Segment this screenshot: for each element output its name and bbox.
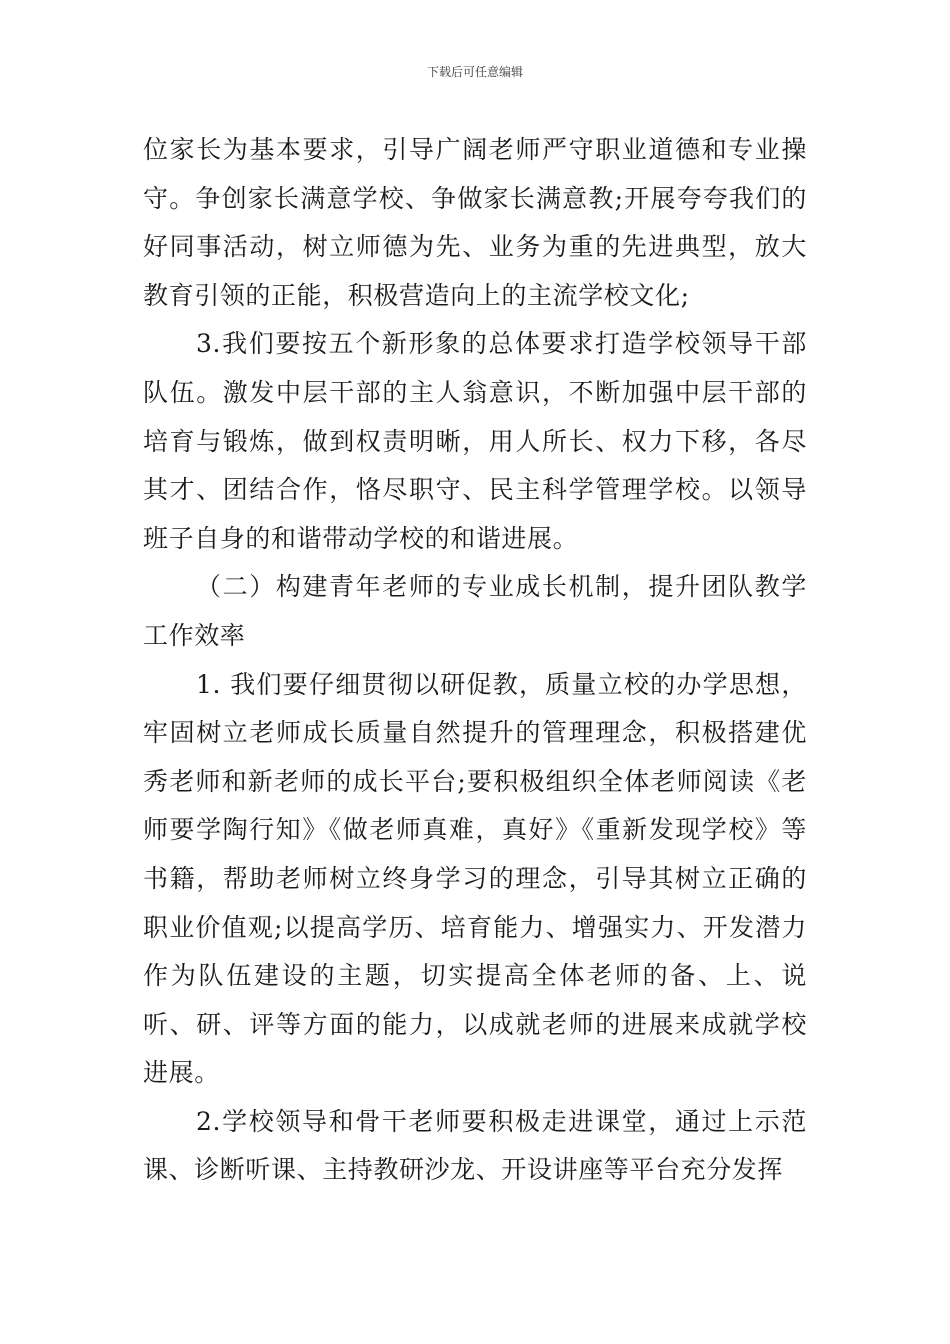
paragraph-continuation: 位家长为基本要求，引导广阔老师严守职业道德和专业操守。争创家长满意学校、争做家长满意教;开展夸夸我们的好同事活动，树立师德为先、业务为重的先进典型，放大教育引领的正能，积极营造向上的主流学校文化;: [143, 135, 807, 310]
paragraph-item-3: 3.我们要按五个新形象的总体要求打造学校领导干部队伍。激发中层干部的主人翁意识，不断加强中层干部的培育与锻炼，做到权责明晰，用人所长、权力下移，各尽其才、团结合作，恪尽职守、民主科学管理学校。以领导班子自身的和谐带动学校的和谐进展。: [143, 329, 807, 553]
paragraph-item-1: 1. 我们要仔细贯彻以研促教，质量立校的办学思想，牢固树立老师成长质量自然提升的管理理念，积极搭建优秀老师和新老师的成长平台;要积极组织全体老师阅读《老师要学陶行知》《做老师真难，真好》《重新发现学校》等书籍，帮助老师树立终身学习的理念，引导其树立正确的职业价值观;以提高学历、培育能力、增强实力、开发潜力作为队伍建设的主题，切实提高全体老师的备、上、说听、研、评等方面的能力，以成就老师的进展来成就学校进展。: [143, 669, 807, 1088]
paragraph-item-2: 2.学校领导和骨干老师要积极走进课堂，通过上示范课、诊断听课、主持教研沙龙、开设讲座等平台充分发挥: [143, 1106, 807, 1185]
document-body: [143, 126, 807, 1195]
section-heading-2: （二）构建青年老师的专业成长机制，提升团队教学工作效率: [143, 572, 807, 650]
page-header: 下载后可任意编辑: [426, 65, 523, 79]
